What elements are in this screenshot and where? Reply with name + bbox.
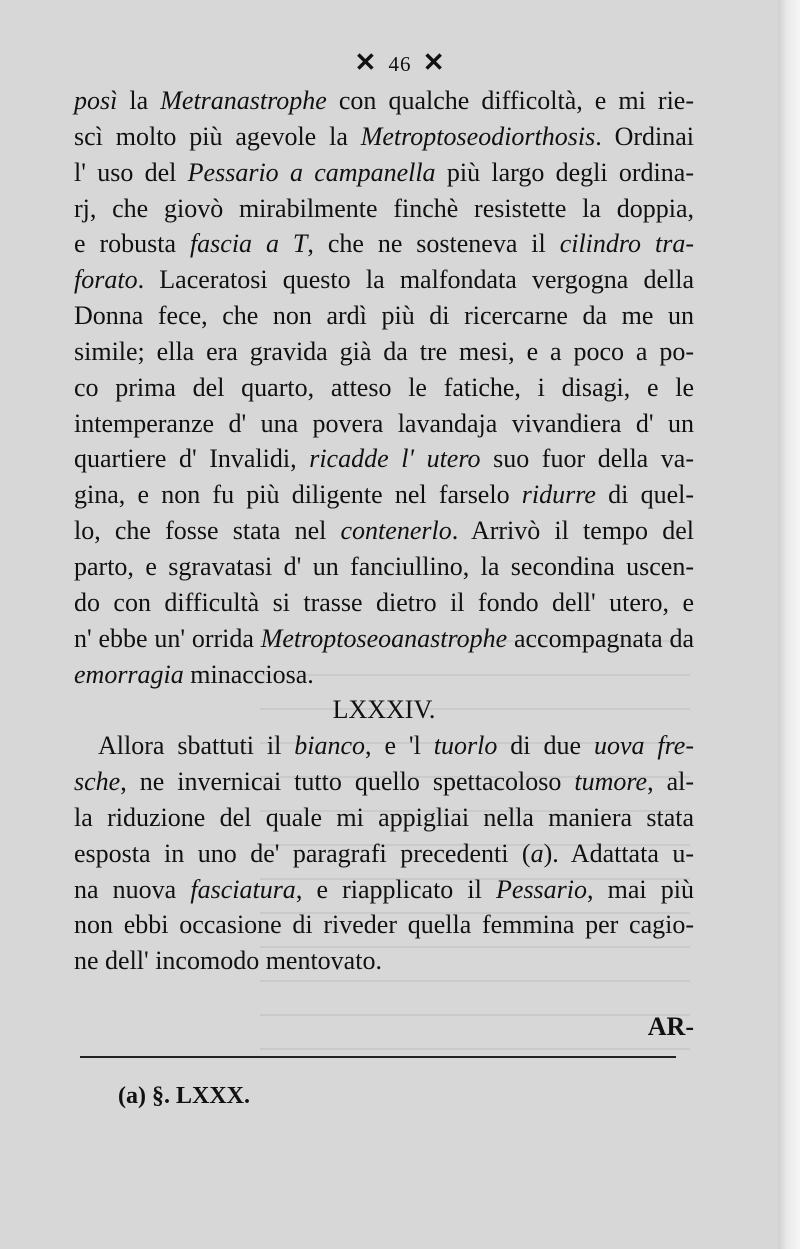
text-line: e robusta fascia a T, che ne sosteneva il cilindro tra- [74,229,694,259]
page-header [0,48,800,78]
text-line: sche, ne invernicai tutto quello spettacoloso tumore, al- [74,767,694,797]
paragraph-2 [74,728,694,979]
ornament-left: ✕ [354,48,378,77]
page-number: 46 [388,52,412,76]
footnote-text: §. LXXX. [145,1083,250,1109]
text-line: non ebbi occasione di riveder quella femmina per cagio- [74,910,694,940]
text-line: intemperanze d' una povera lavandaja vivandiera d' un [74,408,694,438]
page-body [74,83,694,979]
text-line: Donna fece, che non ardì più di ricercarne da me un [74,301,694,331]
text-line: esposta in uno de' paragrafi precedenti (a). Adattata u- [74,838,694,868]
text-line: parto, e sgravatasi d' un fanciullino, la secondina uscen- [74,551,694,581]
text-line: n' ebbe un' orrida Metroptoseoanastrophe accompagnata da [74,623,694,653]
footnote [118,1083,250,1110]
text-line: la riduzione del quale mi appigliai nella maniera stata [74,802,694,832]
text-line: posì la Metranastrophe con qualche difficoltà, e mi rie- [74,86,694,115]
text-line: Allora sbattuti il bianco, e 'l tuorlo di due uova fre- [98,731,695,761]
text-line: na nuova fasciatura, e riapplicato il Pessario, mai più [74,874,694,904]
catchword: AR- [647,1012,694,1041]
text-line: do con difficultà si trasse dietro il fondo dell' utero, e [74,587,694,617]
text-line: l' uso del Pessario a campanella più largo degli ordina- [74,157,694,187]
text-line: emorragia minacciosa. [74,659,314,689]
footnote-rule [80,1056,676,1058]
page-edge [778,0,800,1249]
section-heading: LXXXIV. [332,695,436,725]
text-line: ne dell' incomodo mentovato. [74,946,382,976]
text-line: quartiere d' Invalidi, ricadde l' utero suo fuor della va- [74,444,695,474]
text-line: forato. Laceratosi questo la malfondata vergogna della [74,265,694,295]
text-line: rj, che giovò mirabilmente finchè resistette la doppia, [74,193,694,223]
text-line: lo, che fosse stata nel contenerlo. Arrivò il tempo del [74,516,694,546]
ornament-right: ✕ [422,48,446,77]
text-line: gina, e non fu più diligente nel farselo ridurre di quel- [74,480,694,510]
text-line: simile; ella era gravida già da tre mesi, e a poco a po- [74,336,694,366]
footnote-marker: (a) [118,1083,146,1109]
text-line: co prima del quarto, atteso le fatiche, i disagi, e le [74,372,694,402]
text-line: scì molto più agevole la Metroptoseodiorthosis. Ordinai [74,121,695,151]
paragraph-1 [74,83,694,692]
